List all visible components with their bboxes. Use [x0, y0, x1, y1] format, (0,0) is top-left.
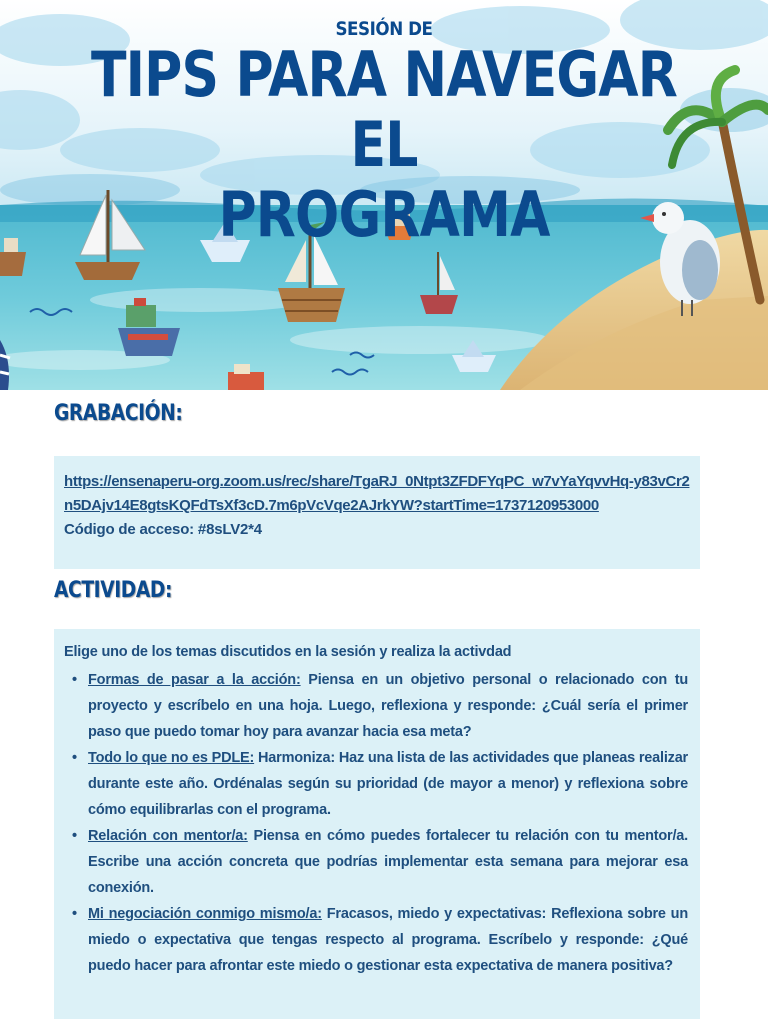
activity-topic: Todo lo que no es PDLE: [88, 750, 255, 766]
recording-link[interactable]: https://ensenaperu-org.zoom.us/rec/share/TgaRJ_0Ntpt3ZFDFYqPC_w7vYaYqvvHq-y83vCr2n5DAjv14E8gtsKQFdTsXf3cD.7m6pVcVqe2AJrkYW?startTime=1737120953000 [64, 473, 690, 514]
recording-heading: GRABACIÓN: [54, 401, 183, 426]
recording-box [54, 456, 700, 569]
activity-item [64, 745, 688, 823]
bullet: • [72, 828, 77, 844]
session-pretitle: SESIÓN DE [335, 18, 433, 40]
bullet: • [72, 750, 77, 766]
activity-intro: Elige uno de los temas discutidos en la sesión y realiza la activdad [64, 644, 512, 660]
activity-text: Harmoniza: Haz una lista de las actividades que planeas realizar durante este año. Ordénalas según su prioridad (de mayor a menor) y reflexiona sobre cómo equilibrarlas con el programa. [88, 750, 689, 818]
activity-box [54, 629, 700, 1019]
activity-item [64, 667, 688, 745]
activity-topic: Formas de pasar a la acción: [88, 672, 301, 688]
activity-text: Fracasos, miedo y expectativas: Reflexiona sobre un miedo o expectativa que tengas respecto al programa. Escríbelo y responde: ¿Qué puedo hacer para afrontar este miedo o gestionar esta expectativa de manera positiva? [88, 906, 688, 974]
bullet: • [72, 672, 77, 688]
page-title-line-2: PROGRAMA [218, 178, 550, 251]
bullet: • [72, 906, 77, 922]
activity-text: Piensa en cómo puedes fortalecer tu relación con tu mentor/a. Escribe una acción concreta que podrías implementar esta semana para mejorar esa conexión. [88, 828, 688, 896]
activity-topic: Relación con mentor/a: [88, 828, 248, 844]
activity-text: Piensa en un objetivo personal o relacionado con tu proyecto y escríbelo en una hoja. Luego, reflexiona y responde: ¿Cuál sería el primer paso que puedo tomar hoy para avanzar hacia esa meta? [88, 672, 688, 740]
activity-item [64, 901, 688, 979]
activity-item [64, 823, 688, 901]
activity-topic: Mi negociación conmigo mismo/a: [88, 906, 322, 922]
header-illustration [0, 0, 768, 390]
activity-heading: ACTIVIDAD: [54, 578, 173, 603]
page-title-line-1: TIPS PARA NAVEGAR EL [90, 38, 678, 181]
access-code: Código de acceso: #8sLV2*4 [64, 521, 262, 538]
page-title [61, 40, 706, 250]
activity-list [64, 667, 688, 979]
